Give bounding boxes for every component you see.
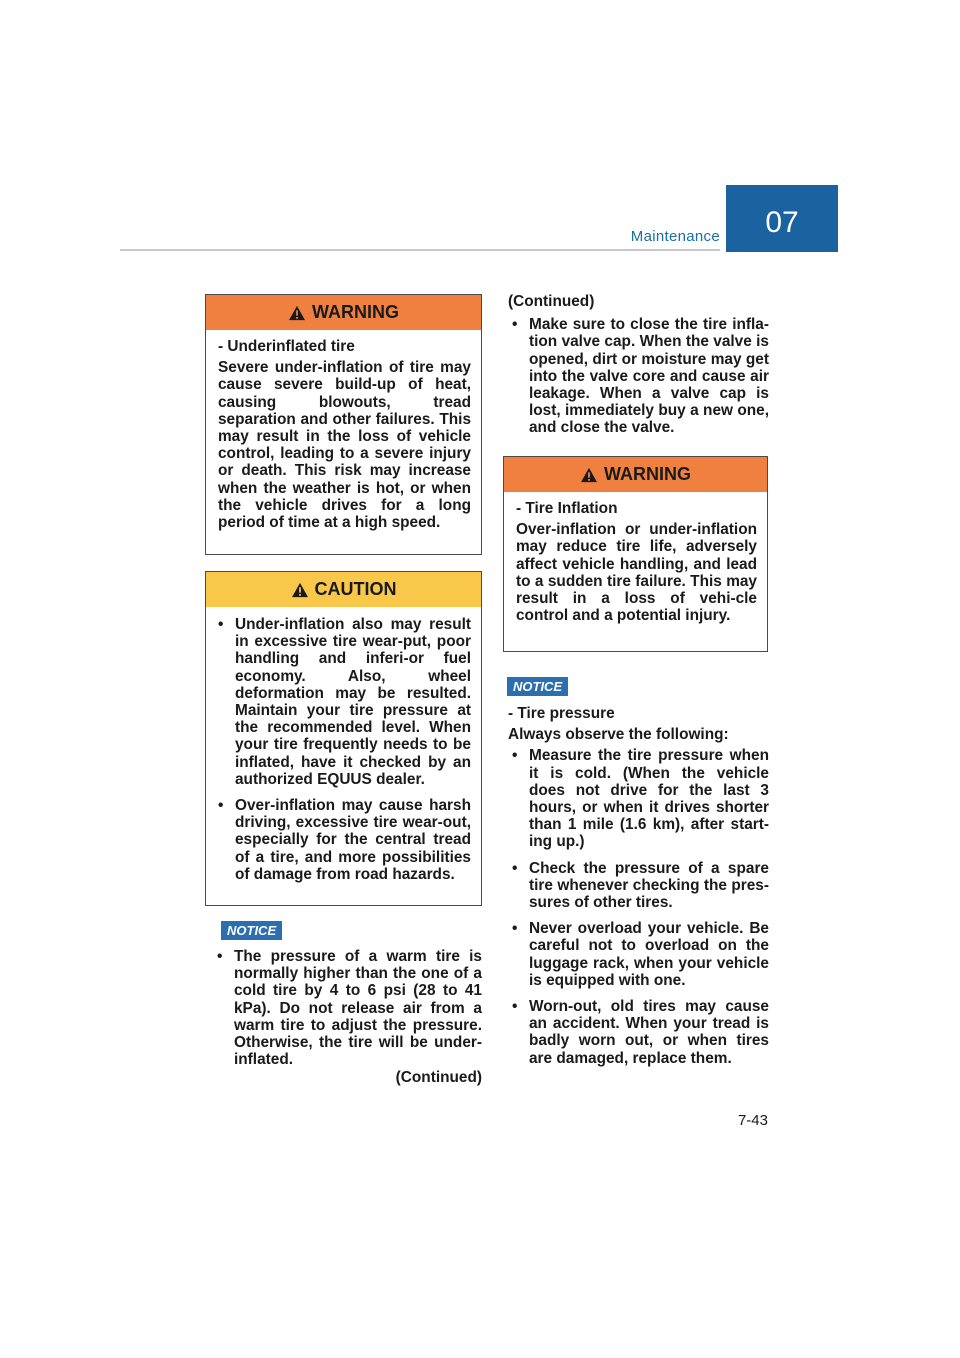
- warning-body: [206, 330, 481, 541]
- notice-tag: NOTICE: [221, 921, 282, 940]
- notice-item: • The pressure of a warm tire is normally higher than the one of a cold tire by 4 to 6 psi (28 to 41 kPa). Do not release air from a warm tire to adjust the pressure. Otherwise, the tire will be under-inflated.: [217, 948, 482, 1068]
- caution-triangle-icon: [291, 582, 309, 598]
- caution-item: • Under-inflation also may result in excessive tire wear-put, poor handling and inferi-or fuel economy. Also, wheel deformation may be resulted. Maintain your tire pressure at the recommended level. When your tire frequently needs to be inflated, have it checked by an authorized EQUUS dealer.: [218, 616, 471, 788]
- warning-body: [504, 492, 767, 634]
- notice-tag: NOTICE: [507, 677, 568, 696]
- warning-triangle-icon: [288, 305, 306, 321]
- warning-header: [504, 457, 767, 492]
- notice-item: • Check the pressure of a spare tire whenever checking the pres-sures of other tires.: [512, 860, 769, 912]
- notice-content-left: [217, 948, 482, 1087]
- chapter-number: 07: [726, 185, 838, 252]
- warning-box-underinflated: [205, 294, 482, 555]
- continued-label: (Continued): [508, 293, 595, 310]
- notice-item: • Measure the tire pressure when it is cold. (When the vehicle does not drive for the last 3 hours, or when it drives shorter than 1 mile (1.6 km), after start-ing up.): [512, 747, 769, 850]
- section-title: Maintenance: [630, 228, 720, 245]
- caution-label: CAUTION: [314, 579, 397, 599]
- notice-title: - Tire pressure: [508, 705, 615, 722]
- notice-intro: Always observe the following:: [508, 726, 729, 744]
- notice-item: • Make sure to close the tire infla-tion valve cap. When the valve is opened, dirt or moisture may get into the valve core and cause air leakage. When a valve cap is lost, immediately buy a new one, and close the valve.: [512, 316, 769, 436]
- notice-content-right: [508, 705, 769, 1067]
- warning-triangle-icon: [580, 467, 598, 483]
- warning-text: Severe under-inflation of tire may cause severe build-up of heat, causing blowouts, tread separation and other failures. This may result in the loss of vehicle control, leading to a severe injury or death. This risk may increase when the weather is hot, or when the vehicle drives for a long period of time at a high speed.: [218, 359, 471, 532]
- continued-label: (Continued): [395, 1069, 482, 1087]
- caution-body: [206, 607, 481, 893]
- warning-label: WARNING: [312, 302, 399, 322]
- warning-title: - Tire Inflation: [516, 500, 618, 517]
- caution-box: [205, 571, 482, 906]
- warning-box-tire-inflation: [503, 456, 768, 652]
- warning-label: WARNING: [604, 464, 691, 484]
- continued-content-right: [508, 293, 769, 437]
- warning-title: - Underinflated tire: [218, 338, 355, 355]
- warning-text: Over-inflation or under-inflation may reduce tire life, adversely affect vehicle handling, and lead to a sudden tire failure. This may result in a loss of vehi-cle control and a potential injury.: [516, 521, 757, 625]
- caution-item: • Over-inflation may cause harsh driving, excessive tire wear-out, especially for the central tread of a tire, and more possibilities of damage from road hazards.: [218, 797, 471, 883]
- notice-item: • Never overload your vehicle. Be careful not to overload on the luggage rack, when your vehicle is equipped with one.: [512, 920, 769, 989]
- caution-header: [206, 572, 481, 607]
- notice-item: • Worn-out, old tires may cause an accident. When your tread is badly worn out, or when tires are damaged, replace them.: [512, 998, 769, 1067]
- warning-header: [206, 295, 481, 330]
- page-number: 7-43: [737, 1112, 768, 1129]
- header-rule: [120, 249, 720, 251]
